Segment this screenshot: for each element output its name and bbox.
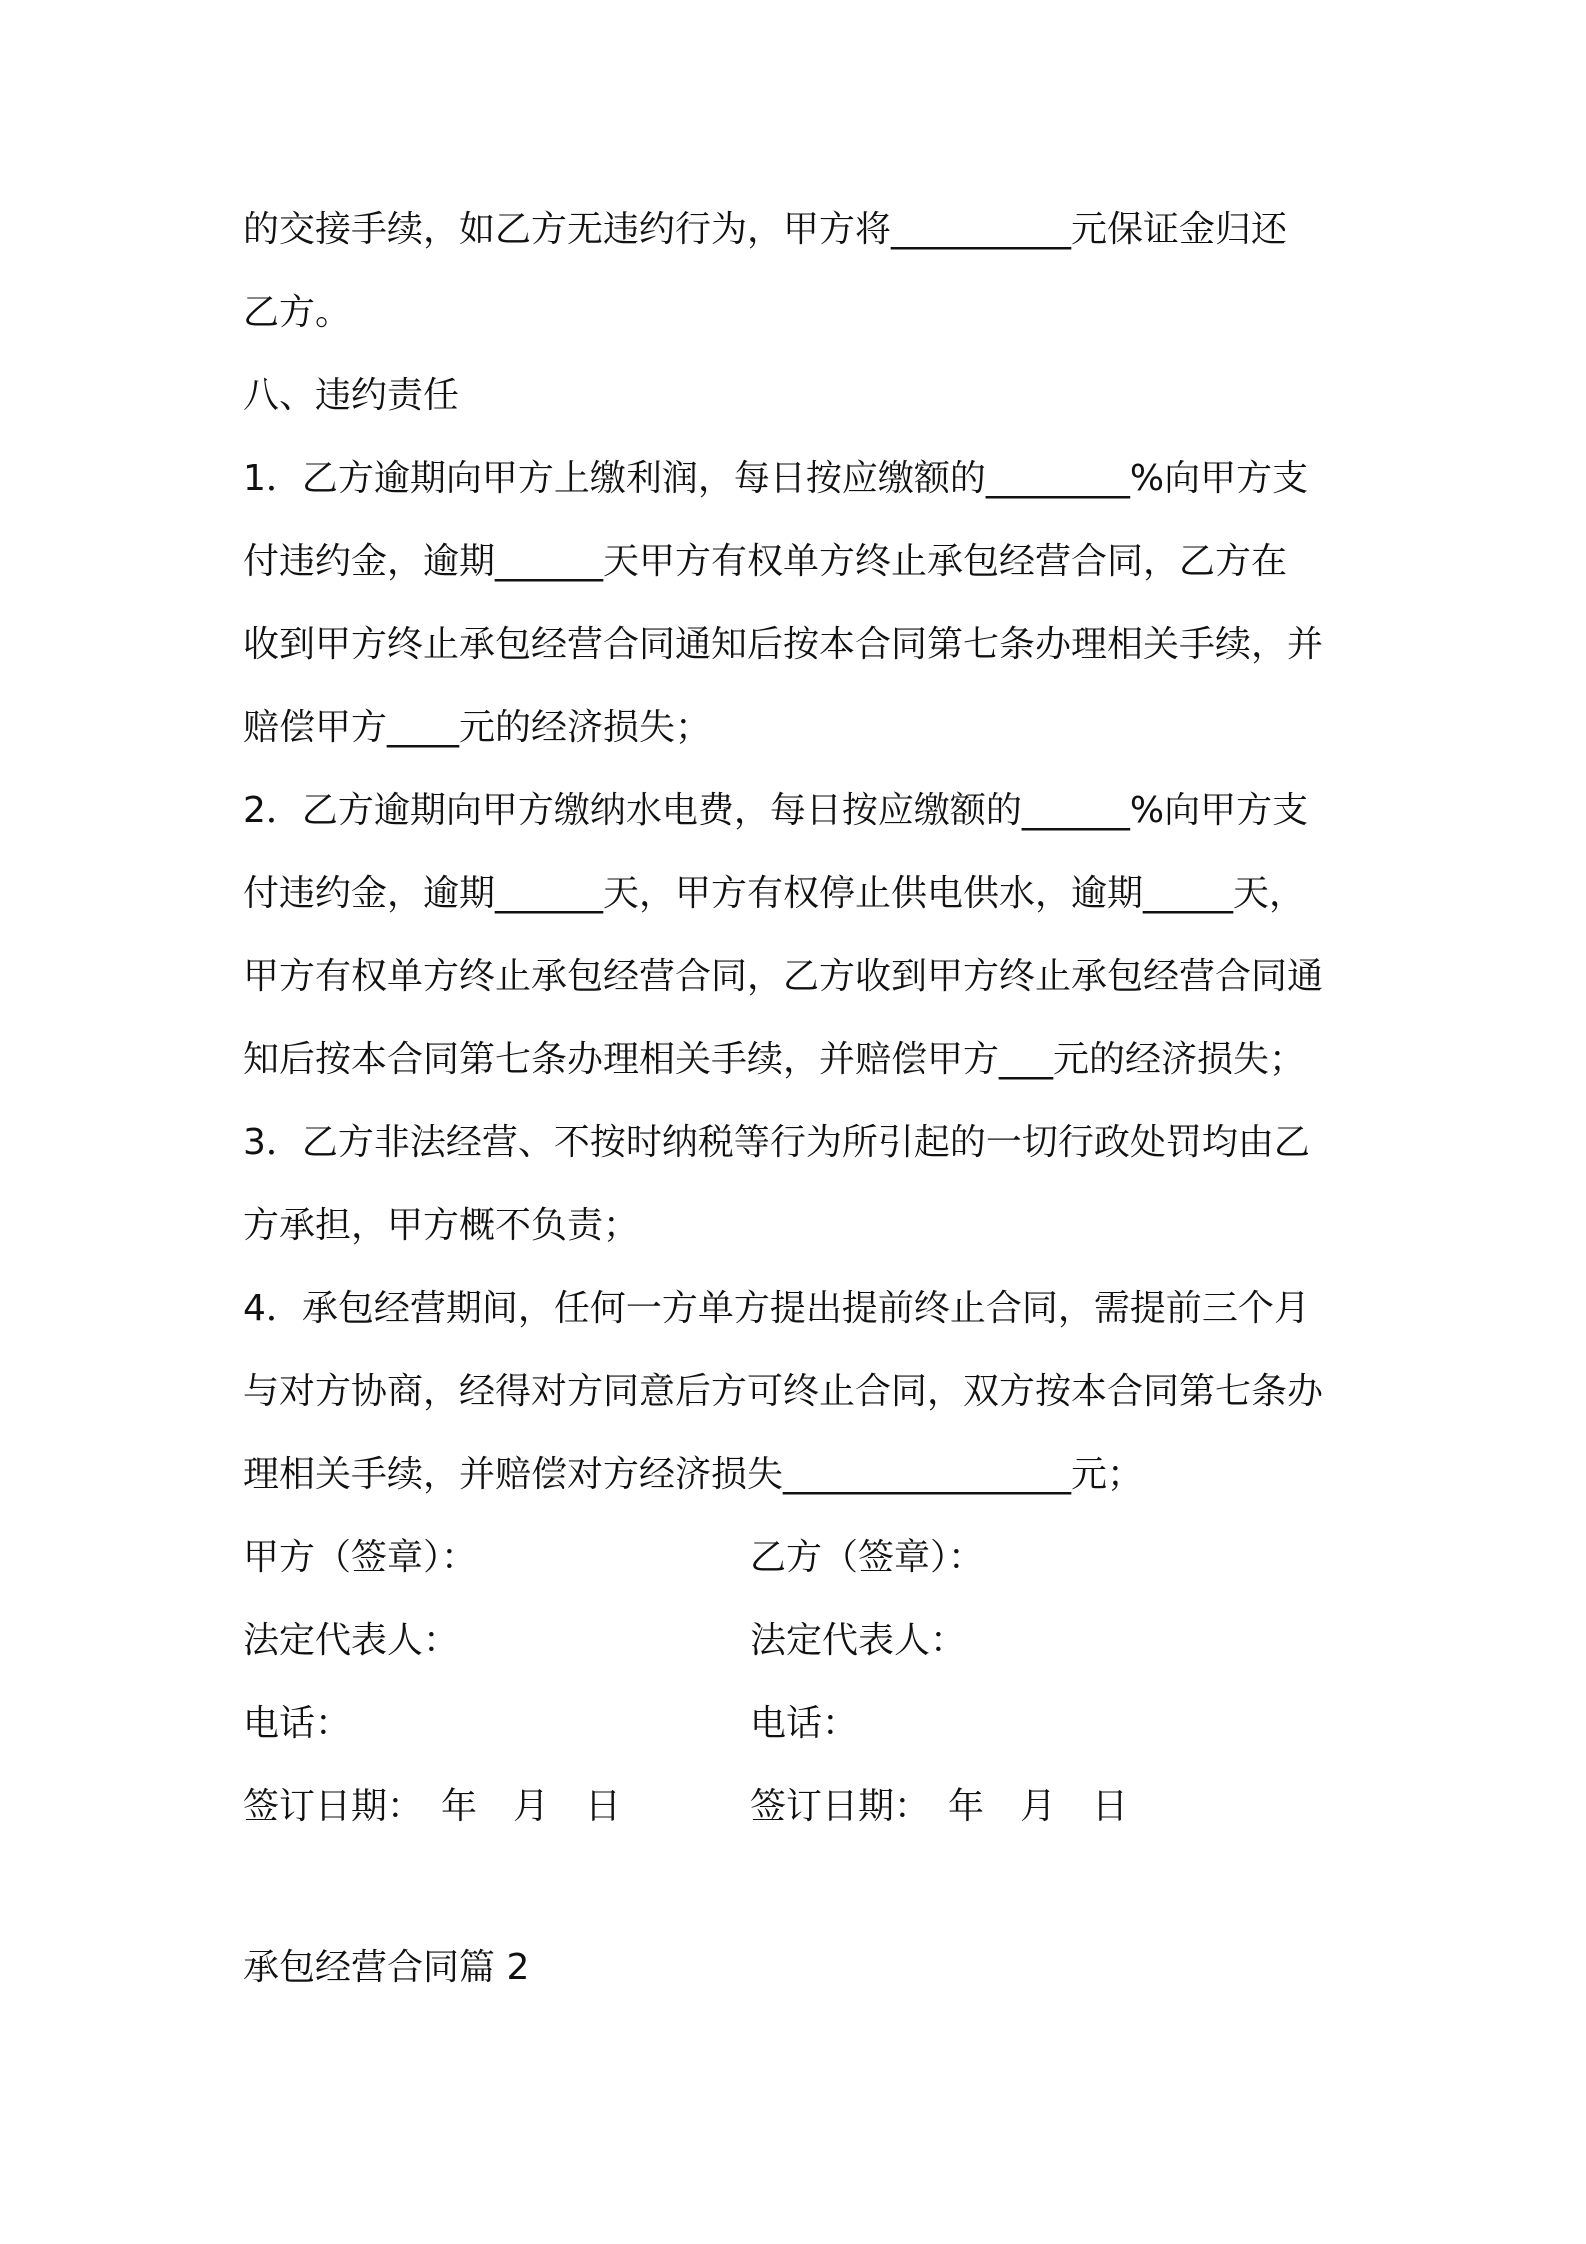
clause-line: 知后按本合同第七条办理相关手续，并赔偿甲方___元的经济损失； (243, 1039, 1306, 1080)
clause-line: 2．乙方逾期向甲方缴纳水电费，每日按应缴额的______%向甲方支 (243, 790, 1309, 831)
clause-line: 甲方有权单方终止承包经营合同，乙方收到甲方终止承包经营合同通 (243, 956, 1324, 997)
party-a-seal: 甲方（签章）： (243, 1537, 478, 1578)
body-line: 乙方。 (243, 292, 352, 333)
party-a-phone: 电话： (243, 1703, 352, 1744)
clause-line: 4．承包经营期间，任何一方单方提出提前终止合同，需提前三个月 (243, 1288, 1310, 1329)
clause-line: 付违约金，逾期______天甲方有权单方终止承包经营合同，乙方在 (243, 541, 1288, 582)
party-b-phone: 电话： (750, 1703, 859, 1744)
party-b-sign-date: 签订日期： 年 月 日 (750, 1786, 1129, 1827)
party-b-representative: 法定代表人： (750, 1620, 967, 1661)
clause-line: 理相关手续，并赔偿对方经济损失________________元； (243, 1454, 1144, 1495)
clause-line: 赔偿甲方____元的经济损失； (243, 707, 712, 748)
party-a-representative: 法定代表人： (243, 1620, 460, 1661)
clause-line: 方承担，甲方概不负责； (243, 1205, 640, 1246)
clause-line: 收到甲方终止承包经营合同通知后按本合同第七条办理相关手续，并 (243, 624, 1324, 665)
clause-line: 3．乙方非法经营、不按时纳税等行为所引起的一切行政处罚均由乙 (243, 1122, 1310, 1163)
clause-line: 与对方协商，经得对方同意后方可终止合同，双方按本合同第七条办 (243, 1371, 1324, 1412)
clause-line: 付违约金，逾期______天，甲方有权停止供电供水，逾期_____天， (243, 873, 1306, 914)
next-section-title: 承包经营合同篇 2 (243, 1947, 530, 1988)
party-a-sign-date: 签订日期： 年 月 日 (243, 1786, 622, 1827)
clause-line: 1．乙方逾期向甲方上缴利润，每日按应缴额的________%向甲方支 (243, 458, 1309, 499)
party-b-seal: 乙方（签章）： (750, 1537, 985, 1578)
body-line: 的交接手续，如乙方无违约行为，甲方将__________元保证金归还 (243, 209, 1288, 250)
section-heading: 八、违约责任 (243, 375, 460, 416)
